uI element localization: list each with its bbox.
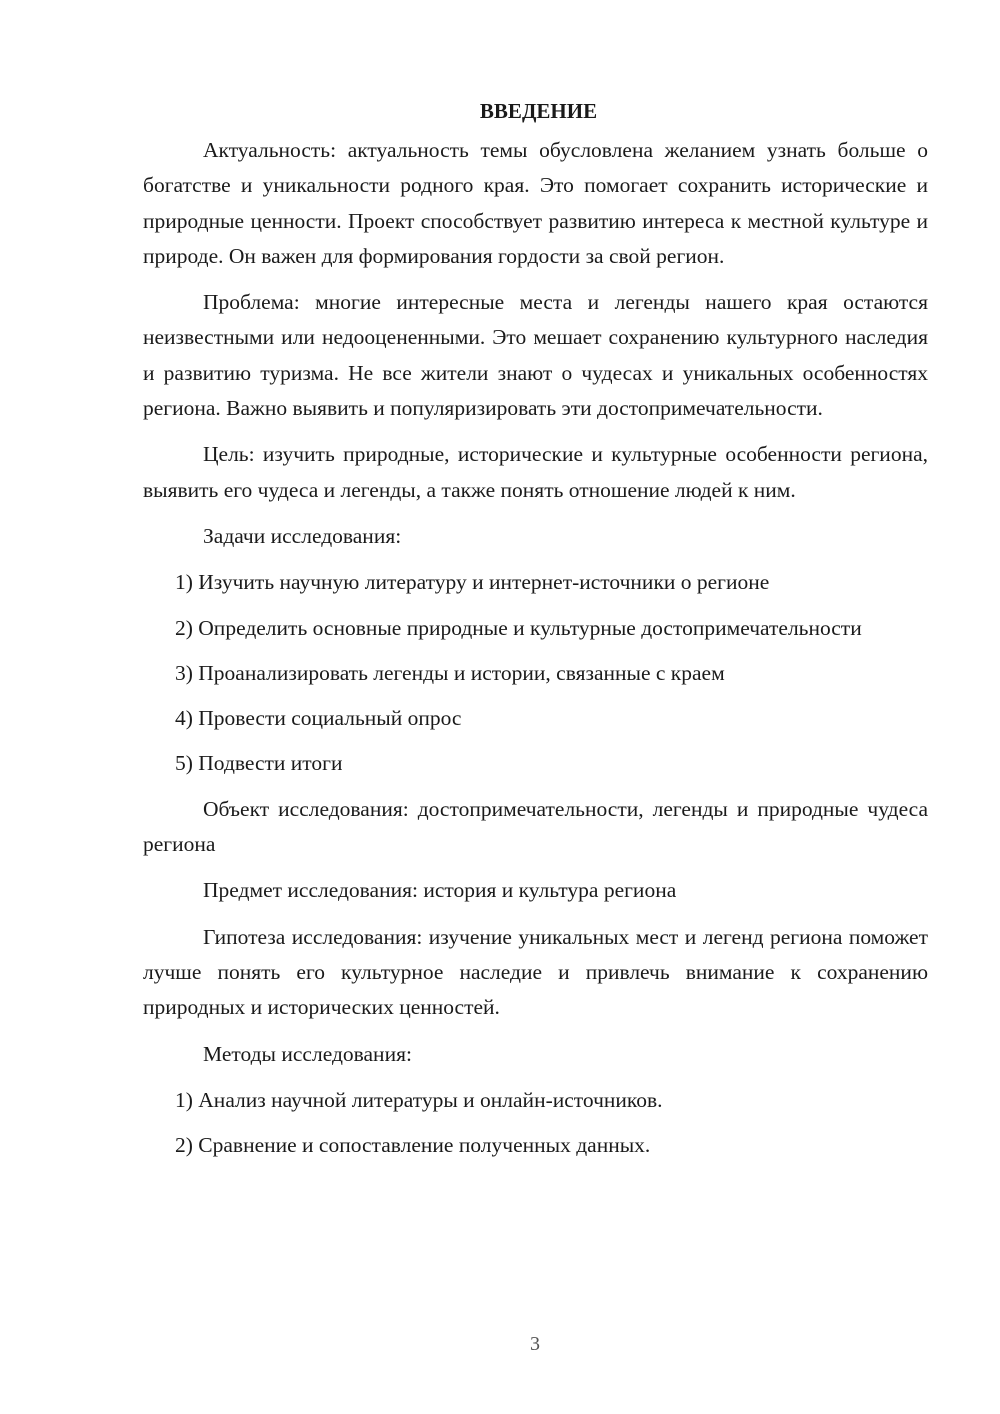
task-item-3: 3) Проанализировать легенды и истории, связанные с краем xyxy=(175,660,725,685)
task-item-1: 1) Изучить научную литературу и интернет-источники о регионе xyxy=(175,570,770,595)
methods-heading: Методы исследования: xyxy=(203,1041,412,1066)
method-item-1: 1) Анализ научной литературы и онлайн-источников. xyxy=(175,1087,663,1112)
problem-paragraph: Проблема: многие интересные места и легенды нашего края остаются неизвестными или недооцененными. Это мешает сохранению культурного наследия и развитию туризма. Не все жители знают о чудесах и уникальных особенностях региона. Важно выявить и популяризировать эти достопримечательности. xyxy=(143,290,928,421)
subject-paragraph: Предмет исследования: история и культура региона xyxy=(203,878,677,903)
relevance-paragraph: Актуальность: актуальность темы обусловлена желанием узнать больше о богатстве и уникальности родного края. Это помогает сохранить исторические и природные ценности. Проект способствует развитию интереса к местной культуре и природе. Он важен для формирования гордости за свой регион. xyxy=(143,138,928,268)
tasks-heading: Задачи исследования: xyxy=(203,523,402,548)
goal-paragraph: Цель: изучить природные, исторические и культурные особенности региона, выявить его чудеса и легенды, а также понять отношение людей к ним. xyxy=(143,442,928,502)
section-title: ВВЕДЕНИЕ xyxy=(479,99,598,123)
document-page xyxy=(143,93,928,1173)
method-item-2: 2) Сравнение и сопоставление полученных данных. xyxy=(175,1133,651,1158)
task-item-2: 2) Определить основные природные и культурные достопримечательности xyxy=(175,615,862,640)
hypothesis-paragraph: Гипотеза исследования: изучение уникальных мест и легенд региона поможет лучше понять его культурное наследие и привлечь внимание к сохранению природных и исторических ценностей. xyxy=(143,924,928,1020)
object-paragraph: Объект исследования: достопримечательности, легенды и природные чудеса региона xyxy=(143,796,928,857)
task-item-5: 5) Подвести итоги xyxy=(175,751,343,776)
page-number: 3 xyxy=(530,1333,540,1355)
task-item-4: 4) Провести социальный опрос xyxy=(175,706,462,731)
